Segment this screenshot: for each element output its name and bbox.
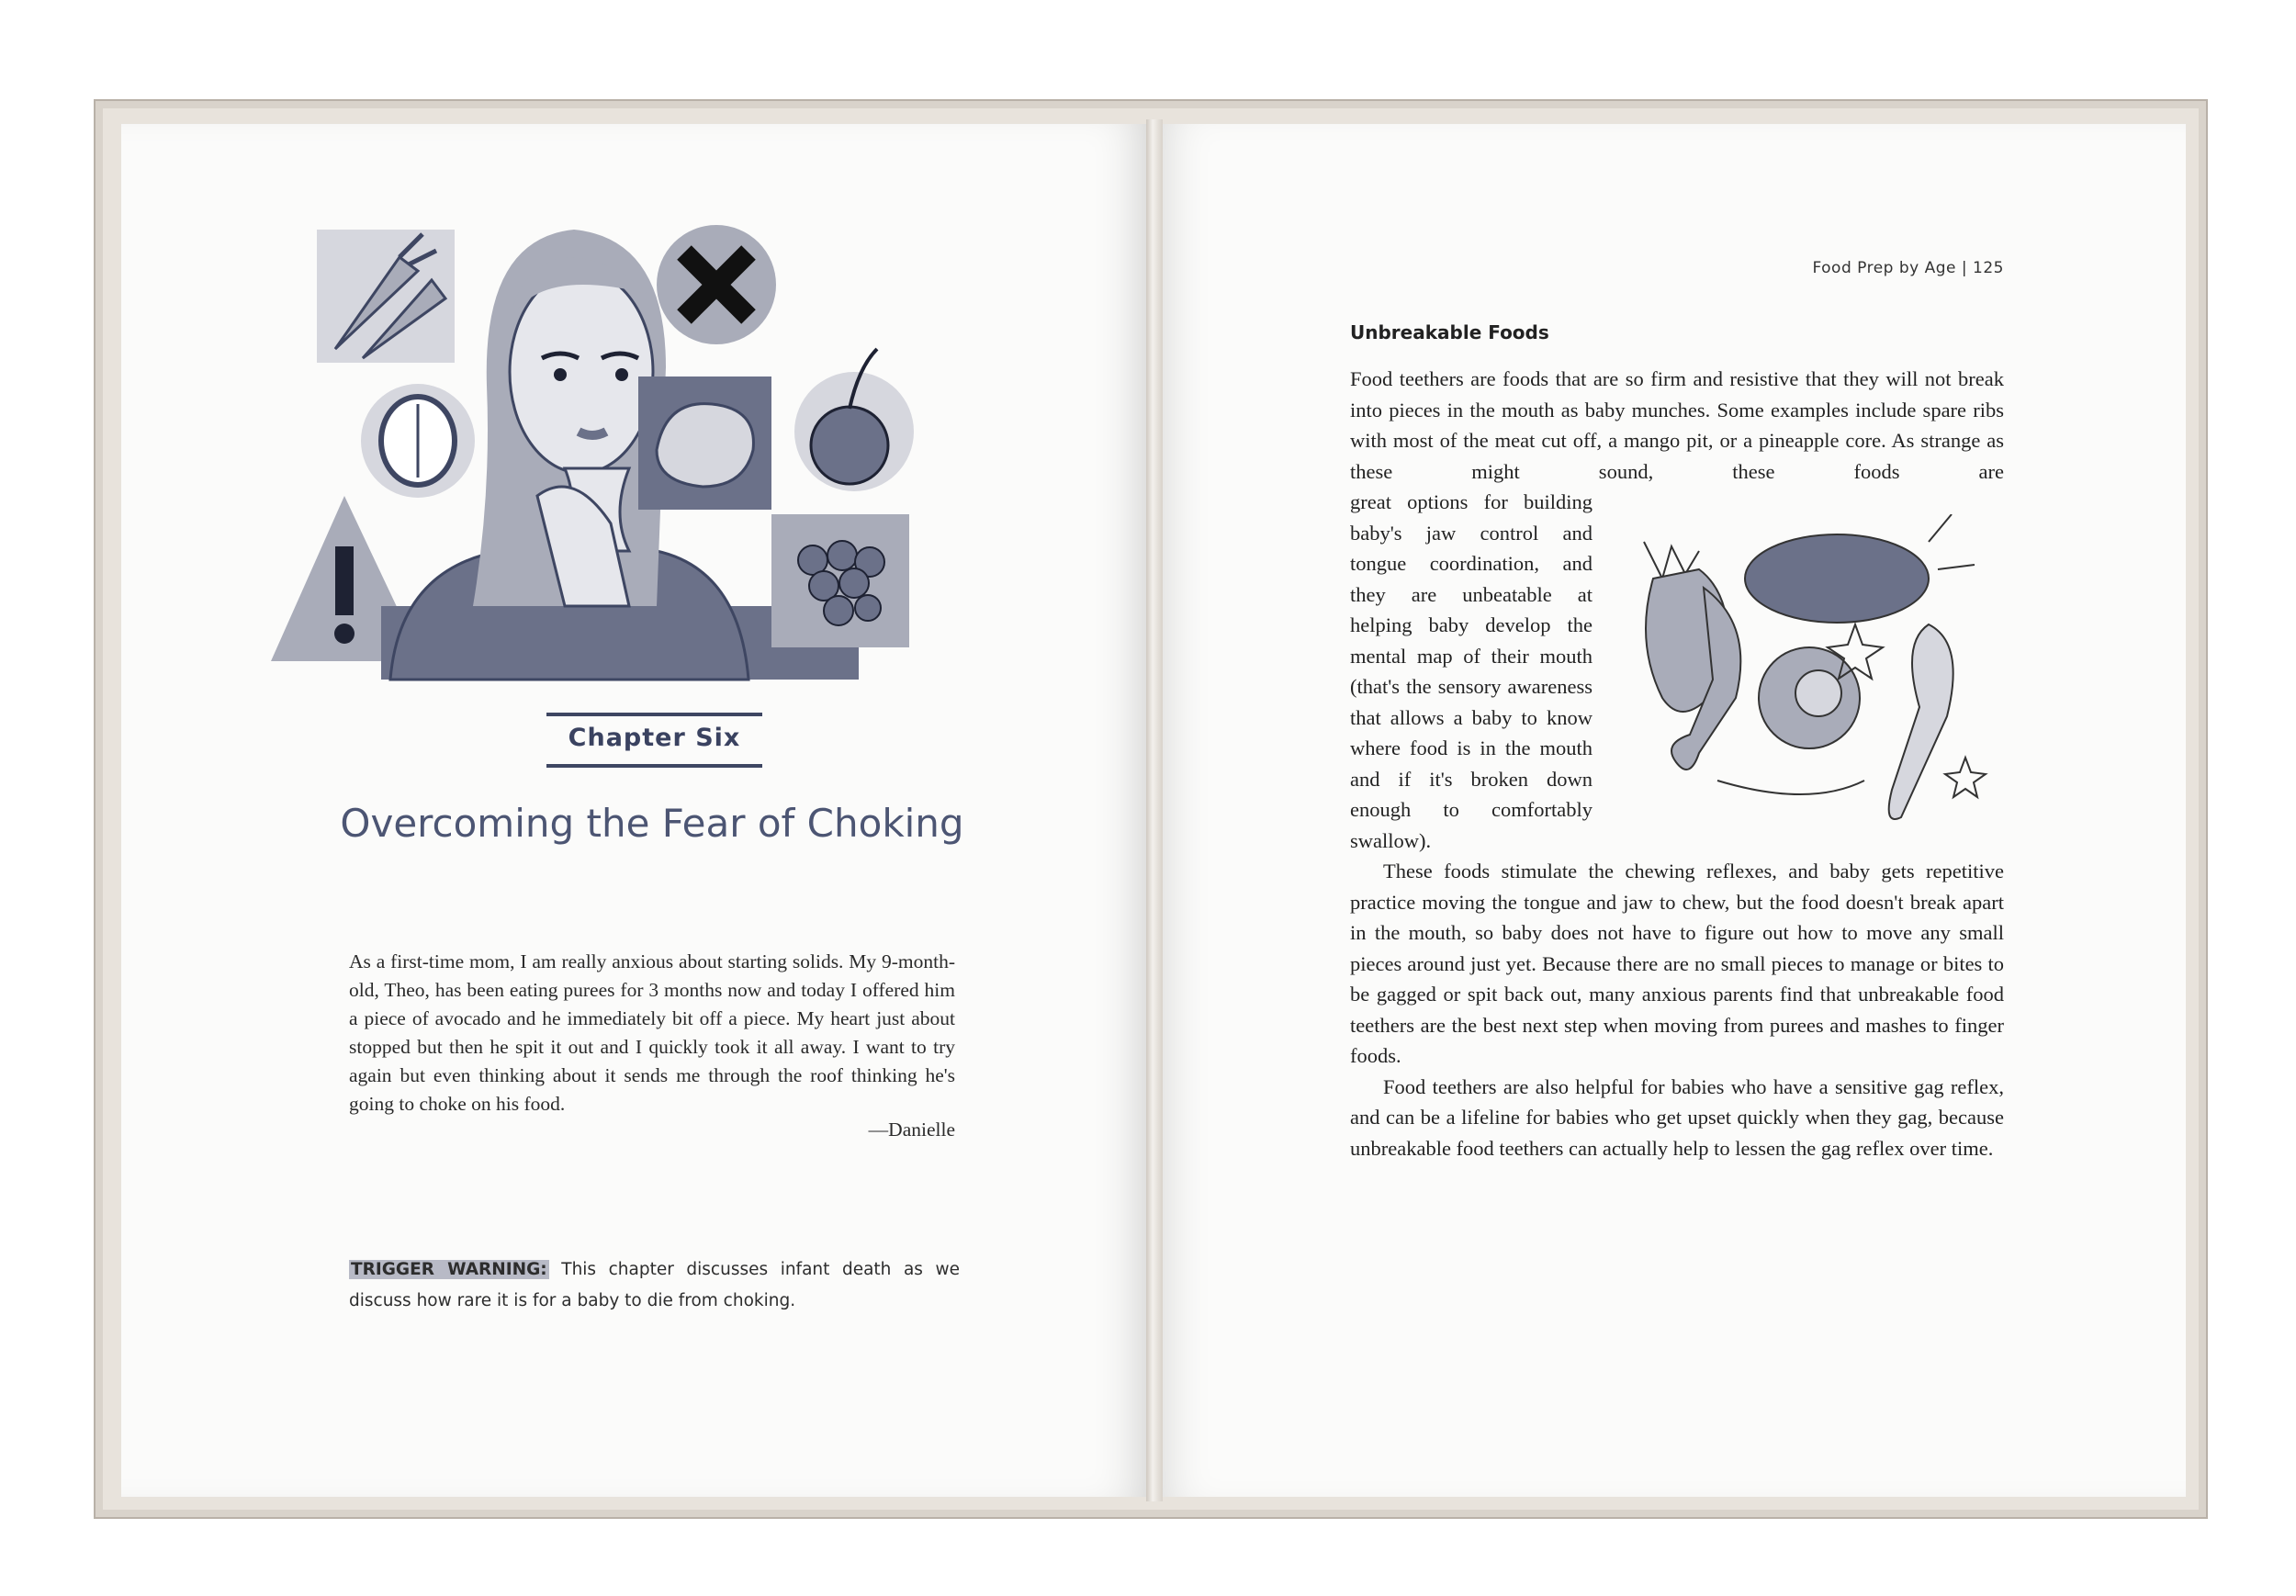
trigger-warning-text: This chapter discusses infant death as we discuss how rare it is for a baby to die from choking. [349,1260,960,1310]
chapter-rule-bottom [546,764,762,768]
walnut-icon [657,404,753,487]
chapter-rule-top [546,713,762,716]
chapter-illustration [262,220,1033,698]
chapter-label: Chapter Six [568,724,741,752]
paragraph-2: These foods stimulate the chewing reflexes, and baby gets repetitive practice moving the tongue and jaw to chew, but the food doesn't break apart in the mouth, so baby does not have to figure out how to move any small pieces around just yet. Because there are no small pieces to manage or bites to be gagged or spit back out, many anxious parents find that unbreakable food teethers are the best next step when moving from purees and mashes to finger foods. [1350,860,2004,1067]
trigger-warning-label: TRIGGER WARNING: [351,1260,547,1279]
chapter-epigraph: As a first-time mom, I am really anxious about starting solids. My 9-month-old, Theo, has been eating purees for 3 months now and today I offered him a piece of avocado and he immediately bit off a piece. My heart just about stopped but then he spit it out and I quickly took it all away. I want to try again but even thinking about it sends me through the roof thinking he's going to choke on his food. [349,950,955,1115]
chapter-title: Overcoming the Fear of Choking [340,801,964,846]
chicken-drumstick-icon [1646,569,1740,770]
food-teethers-illustration [1626,514,2011,826]
paragraph-1-full-width: Food teethers are foods that are so firm and resistive that they will not break into pieces in the mouth as baby munches. Some examples include spare ribs with most of the meat cut off, a mango pit, or a pineapple core. As strange as these might sound, these foods are [1350,367,2004,483]
running-head: Food Prep by Age | 125 [1812,259,2004,277]
pineapple-core-icon [1759,647,1860,748]
paragraph-1-wrapped: great options for building baby's jaw control and tongue coordination, and they are unbeatable at helping baby develop the mental map of their mouth (that's the sensory awareness that allows a baby to know where food is in the mouth and if it's broken down enough to comfortably swallow). [1350,490,1593,852]
spare-rib-icon [1889,624,1953,819]
mango-pit-icon [1745,534,1929,623]
section-heading: Unbreakable Foods [1350,321,1549,343]
body-paragraphs [1350,856,2004,1163]
epigraph-author: —Danielle [868,1118,955,1141]
paragraph-3: Food teethers are also helpful for babies who have a sensitive gag reflex, and can be a lifeline for babies who get upset quickly when they gag, because unbreakable food teethers can actually help to lessen the gag reflex over time. [1350,1074,2004,1160]
trigger-warning [349,1254,960,1317]
book-gutter [1146,119,1163,1501]
